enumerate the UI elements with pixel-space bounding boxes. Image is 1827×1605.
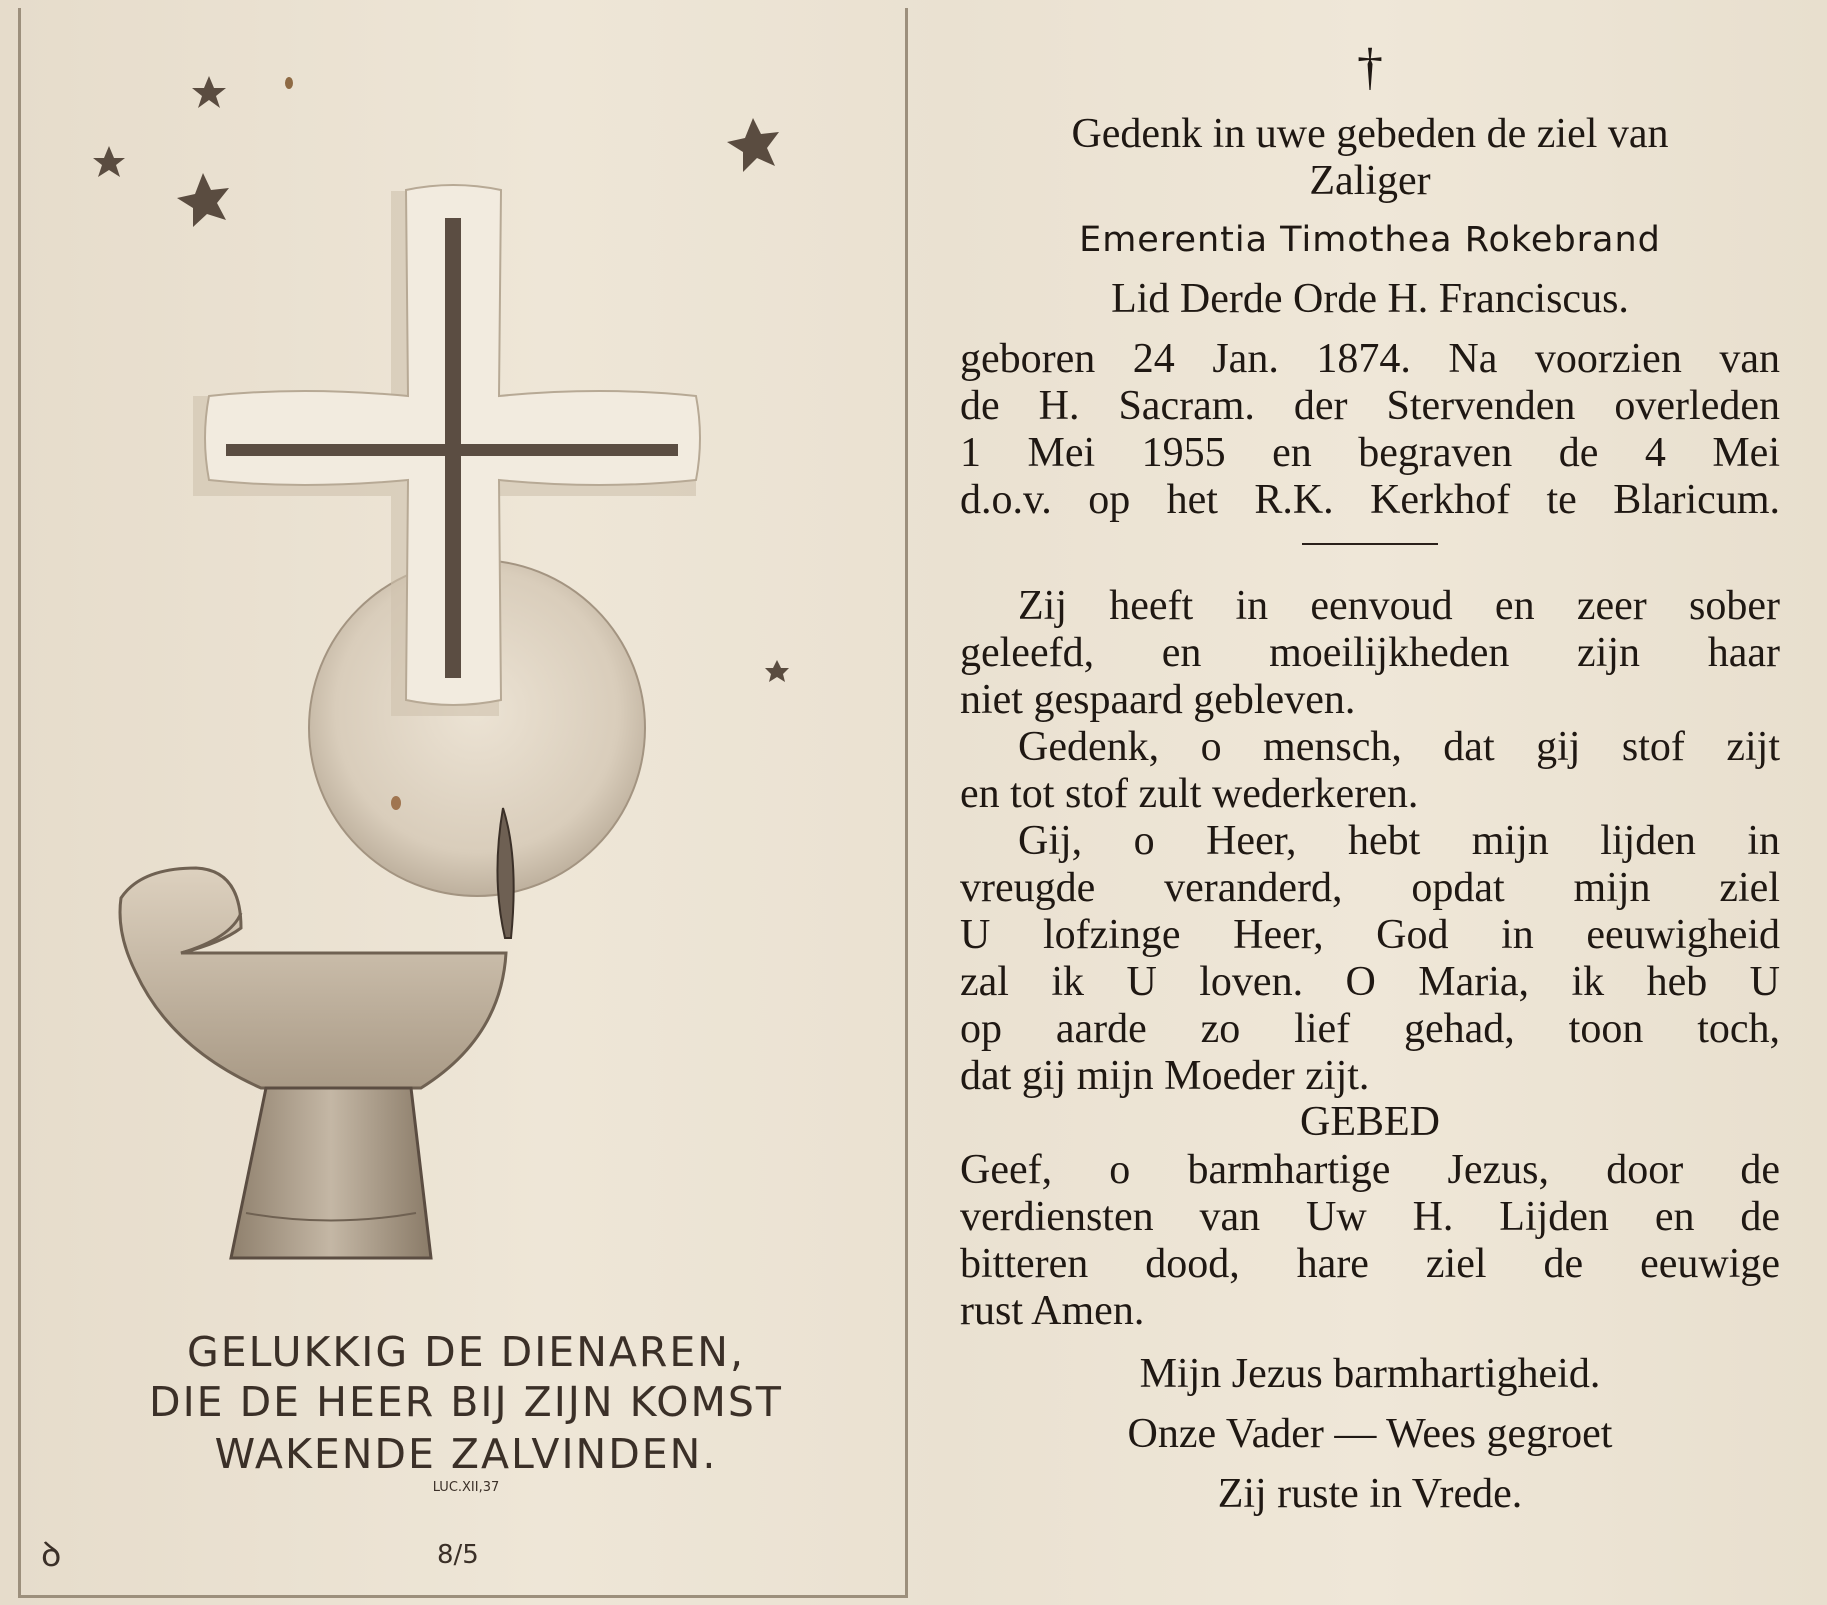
bio-line-3: 1 Mei 1955 en begraven de 4 Mei: [960, 430, 1780, 476]
body-line-6: Gij, o Heer, hebt mijn lijden in: [1018, 818, 1780, 864]
bio-line-2: de H. Sacram. der Stervenden overleden: [960, 383, 1780, 429]
closing-line-2: Onze Vader — Wees gegroet: [1127, 1411, 1613, 1457]
prayer-line-3: bitteren dood, hare ziel de eeuwige: [960, 1241, 1780, 1287]
motto-line-3: WAKENDE ZALVINDEN.: [214, 1430, 718, 1478]
body-line-2: geleefd, en moeilijkheden zijn haar: [960, 630, 1780, 676]
prayer-line-4: rust Amen.: [960, 1288, 1145, 1334]
bible-reference: LUC.XII,37: [432, 1480, 500, 1495]
bio-line-1: geboren 24 Jan. 1874. Na voorzien van: [960, 336, 1780, 382]
body-line-11: dat gij mijn Moeder zijt.: [960, 1053, 1370, 1099]
closing-line-3: Zij ruste in Vrede.: [1217, 1471, 1523, 1517]
divider: [1302, 543, 1438, 545]
zaliger-line: Zaliger: [1309, 158, 1431, 204]
body-line-3: niet gespaard gebleven.: [960, 677, 1356, 723]
order-line: Lid Derde Orde H. Franciscus.: [1111, 276, 1629, 322]
bio-line-4: d.o.v. op het R.K. Kerkhof te Blaricum.: [960, 477, 1780, 523]
cross-symbol: †: [1357, 39, 1383, 96]
prayer-title: GEBED: [1300, 1099, 1440, 1145]
body-line-10: op aarde zo lief gehad, toon toch,: [960, 1006, 1780, 1052]
artist-mark: ꝺ: [41, 1535, 62, 1575]
motto-line-2: DIE DE HEER BIJ ZIJN KOMST: [149, 1378, 783, 1426]
body-line-8: U lofzinge Heer, God in eeuwigheid: [960, 912, 1780, 958]
body-line-7: vreugde veranderd, opdat mijn ziel: [960, 865, 1780, 911]
body-line-4: Gedenk, o mensch, dat gij stof zijt: [1018, 724, 1780, 770]
print-number: 8/5: [437, 1540, 479, 1570]
closing-line-1: Mijn Jezus barmhartigheid.: [1139, 1351, 1601, 1397]
body-line-9: zal ik U loven. O Maria, ik heb U: [960, 959, 1780, 1005]
oil-lamp-icon: [120, 868, 506, 1258]
cross-icon: [193, 185, 700, 716]
prayer-line-2: verdiensten van Uw H. Lijden en de: [960, 1194, 1780, 1240]
deceased-name: Emerentia Timothea Rokebrand: [1079, 220, 1661, 260]
motto-line-1: GELUKKIG DE DIENAREN,: [186, 1328, 746, 1376]
body-line-1: Zij heeft in eenvoud en zeer sober: [1018, 583, 1780, 629]
prayer-line-1: Geef, o barmhartige Jezus, door de: [960, 1147, 1780, 1193]
body-line-5: en tot stof zult wederkeren.: [960, 771, 1419, 817]
intro-line: Gedenk in uwe gebeden de ziel van: [1071, 111, 1669, 157]
illustration-panel: [18, 8, 908, 1598]
